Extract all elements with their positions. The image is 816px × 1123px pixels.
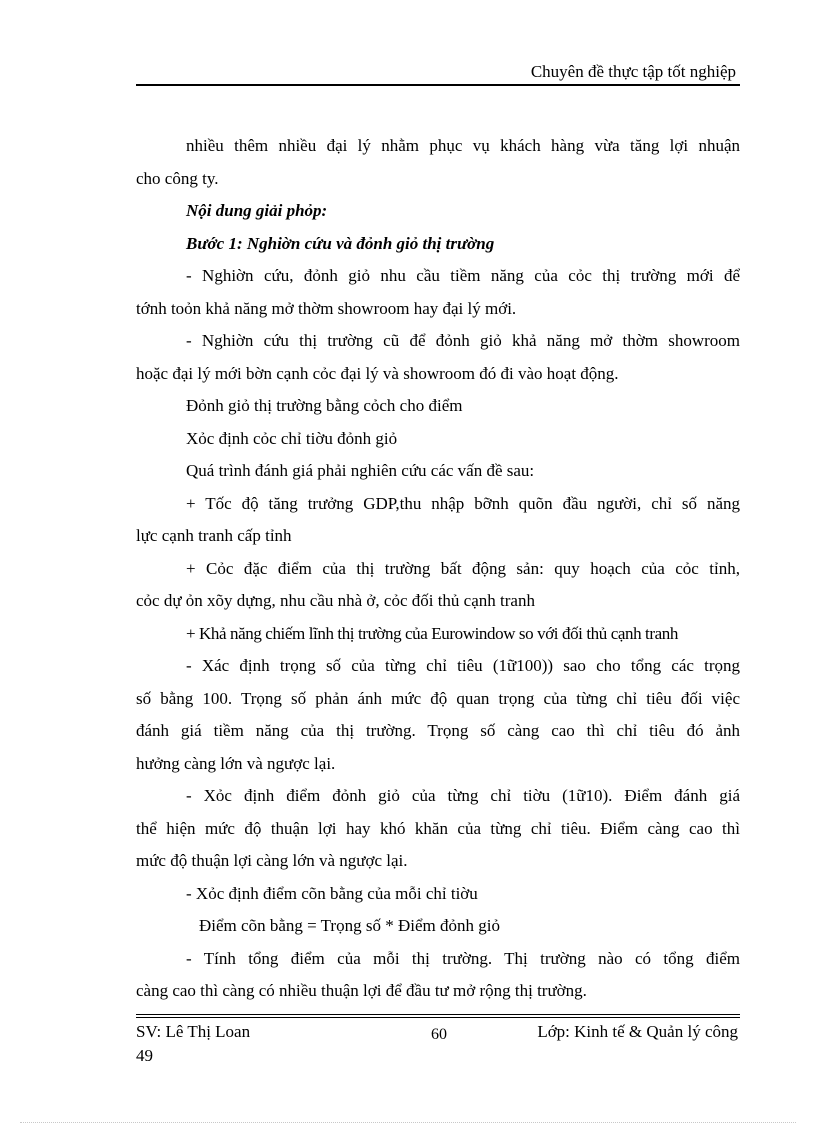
paragraph-line: - Xỏc định điểm đỏnh giỏ của từng chỉ tiờu (1ữ10). Điểm đánh giá	[186, 786, 740, 805]
paragraph-line: - Xỏc định điểm cõn bằng của mỗi chỉ tiờu	[186, 883, 478, 903]
paragraph-line: Xỏc định cỏc chỉ tiờu đỏnh giỏ	[186, 428, 398, 448]
paragraph-line: - Tính tổng điểm của mỗi thị trường. Thị trường nào có tổng điểm	[186, 948, 740, 968]
paragraph-line: - Xác định trọng số của từng chỉ tiêu (1ữ100)) sao cho tổng các trọng	[186, 656, 740, 675]
paragraph-line: cho công ty.	[136, 168, 219, 188]
step-heading: Bước 1: Nghiờn cứu và đỏnh giỏ thị trường	[186, 233, 495, 253]
paragraph-line: Đỏnh giỏ thị trường bằng cỏch cho điểm	[186, 396, 463, 415]
paragraph-line: nhiều thêm nhiều đại lý nhằm phục vụ khách hàng vừa tăng lợi nhuận	[186, 136, 740, 155]
formula-line: Điểm cõn bằng = Trọng số * Điểm đỏnh giỏ	[199, 916, 500, 935]
paragraph-line: + Cỏc đặc điểm của thị trường bất động sản: quy hoạch của cỏc tỉnh,	[186, 558, 740, 578]
paragraph-line: thể hiện mức độ thuận lợi hay khó khăn của từng chỉ tiêu. Điểm càng cao thì	[136, 818, 740, 838]
footer-rule	[136, 1014, 740, 1015]
paragraph-line: số bằng 100. Trọng số phản ánh mức độ quan trọng của từng chỉ tiêu đối việc	[136, 688, 740, 708]
paragraph-line: lực cạnh tranh cấp tỉnh	[136, 526, 292, 545]
paragraph-line: hưởng càng lớn và ngược lại.	[136, 753, 336, 773]
header-rule	[136, 84, 740, 86]
footer-rule	[136, 1017, 740, 1018]
paragraph-line: - Nghiờn cứu thị trường cũ để đỏnh giỏ khả năng mở thờm showroom	[186, 331, 740, 350]
paragraph-line: hoặc đại lý mới bờn cạnh cỏc đại lý và showroom đó đi vào hoạt động.	[136, 363, 619, 383]
paragraph-line: tớnh toỏn khả năng mở thờm showroom hay đại lý mới.	[136, 298, 517, 318]
paragraph-line: mức độ thuận lợi càng lớn và ngược lại.	[136, 851, 408, 870]
running-header: Chuyên đề thực tập tốt nghiệp	[530, 62, 736, 81]
paragraph-line: đánh giá tiềm năng của thị trường. Trọng số càng cao thì chỉ tiêu đó ảnh	[136, 721, 740, 740]
section-heading: Nội dung giải phỏp:	[186, 201, 328, 220]
paragraph-line: cỏc dự ỏn xõy dựng, nhu cầu nhà ở, cỏc đối thủ cạnh tranh	[136, 591, 535, 610]
paragraph-line: càng cao thì càng có nhiều thuận lợi để đầu tư mở rộng thị trường.	[136, 981, 587, 1000]
paragraph-line: + Khả năng chiếm lĩnh thị trường của Eurowindow so với đối thủ cạnh tranh	[186, 623, 678, 643]
footer-student: SV: Lê Thị Loan	[136, 1022, 251, 1041]
paragraph-line: Quá trình đánh giá phải nghiên cứu các vấn đề sau:	[186, 461, 535, 480]
page-number: 60	[431, 1026, 447, 1043]
paragraph-line: + Tốc độ tăng trưởng GDP,thu nhập bỡnh quõn đầu người, chỉ số năng	[186, 493, 740, 513]
footer-student-cont: 49	[136, 1046, 153, 1065]
footer-class: Lớp: Kinh tế & Quản lý công	[537, 1022, 738, 1041]
page-body	[136, 130, 740, 1008]
paragraph-line: - Nghiờn cứu, đỏnh giỏ nhu cầu tiềm năng của cỏc thị trường mới để	[186, 266, 740, 285]
